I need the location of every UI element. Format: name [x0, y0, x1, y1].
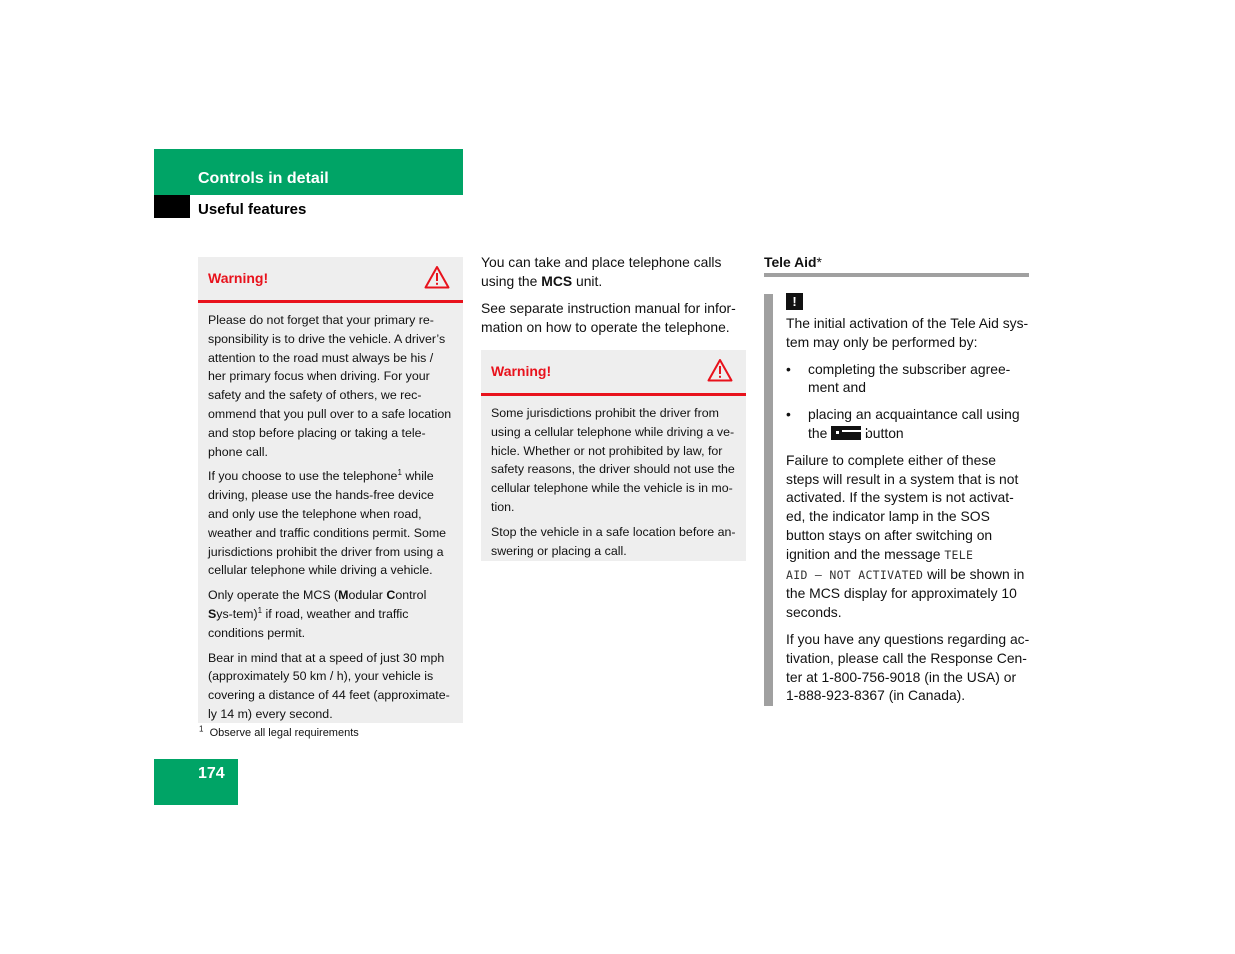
- note-paragraph: [786, 451, 1032, 622]
- warning-triangle-icon: [424, 265, 450, 289]
- tele-aid-heading: [764, 254, 1029, 270]
- text-run: ontrol: [395, 588, 427, 603]
- phone-button-icon: [831, 426, 861, 440]
- exclamation-icon: !: [786, 293, 803, 310]
- text-run: unit.: [572, 273, 603, 289]
- warning-paragraph: Stop the vehicle in a safe location before an-swering or placing a call.: [491, 524, 736, 558]
- page-number: 174: [198, 765, 225, 782]
- footnote-ref: 1: [397, 468, 402, 478]
- display-message: TELE: [944, 547, 974, 562]
- text-run: Only operate the MCS (: [208, 588, 339, 603]
- text-run: MCS: [541, 273, 573, 289]
- warning-triangle-icon: [707, 358, 733, 382]
- warning-body: [481, 396, 746, 568]
- footnote-text: Observe all legal requirements: [209, 727, 359, 739]
- note-paragraph: The initial activation of the Tele Aid sys-tem may only be performed by:: [786, 315, 1029, 350]
- warning-label: Warning!: [208, 270, 269, 286]
- warning-label: Warning!: [491, 363, 552, 379]
- heading-text: Tele Aid: [764, 254, 817, 270]
- footnote-number: 1: [199, 724, 204, 734]
- warning-paragraph: [208, 586, 453, 642]
- note-paragraph: If you have any questions regarding ac-tivation, please call the Response Cen-ter at 1-800-756-9018 (in the USA) or 1-888-923-8367 (in Canada).: [786, 630, 1030, 704]
- heading-star: *: [816, 254, 822, 270]
- list-item: [786, 360, 1032, 398]
- warning-paragraph: Some jurisdictions prohibit the driver from using a cellular telephone while driving a ve-hicle. Whether or not prohibited by law, for safety reasons, the driver should not use the cellular telephone while the vehicle is in mo-tion.: [491, 406, 735, 514]
- warning-paragraph: Bear in mind that at a speed of just 30 mph (approximately 50 km / h), your vehicle is covering a distance of 44 feet (approximate-ly 14 m) every second.: [208, 650, 450, 721]
- list-item-text: completing the subscriber agree-ment and: [808, 360, 1011, 396]
- body-paragraph: [481, 253, 746, 291]
- warning-box-driving: [198, 257, 463, 723]
- text-run: will be shown in the MCS display for approximately 10 seconds.: [786, 565, 1025, 621]
- text-run: If you choose to use the telephone: [208, 469, 398, 484]
- warning-paragraph: [208, 467, 453, 580]
- tele-aid-note: [786, 292, 1032, 713]
- list-item: [786, 405, 1032, 443]
- warning-box-jurisdictions: [481, 350, 746, 561]
- text-run: You can take and place telephone calls using the: [481, 254, 722, 289]
- text-run: ys-tem): [216, 606, 258, 621]
- text-run: M: [338, 588, 349, 603]
- list-item-text: placing an acquaintance call using the: [808, 406, 1020, 441]
- text-run: Failure to complete either of these steps will result in a system that is not activated. If the system is not activat-ed, the indicator lamp in the SOS button stays on after switching on ignition and the message: [786, 451, 1019, 562]
- note-side-bar: [764, 294, 773, 706]
- text-run: S: [208, 606, 217, 621]
- text-run: odular: [348, 588, 387, 603]
- text-run: while driving, please use the hands-free device and only use the telephone when road, weather and traffic conditions permit. Some jurisdictions prohibit the driver from using a cellular telephone while driving a vehicle.: [208, 469, 447, 578]
- display-message: AID – NOT ACTIVATED: [786, 567, 924, 582]
- text-run: C: [386, 588, 396, 603]
- warning-paragraph: Please do not forget that your primary re-sponsibility is to drive the vehicle. A driver’s attention to the road must always be his / her primary focus when driving. For your safety and the safety of others, we rec-ommend that you pull over to a safe location and stop before placing or taking a tele-phone call.: [208, 313, 452, 459]
- list-item-text: button: [861, 424, 904, 441]
- body-paragraph: See separate instruction manual for infor-mation on how to operate the telephone.: [481, 300, 736, 335]
- warning-body: [198, 303, 463, 732]
- page-number-box: [154, 759, 238, 805]
- section-tab-marker: [154, 195, 190, 218]
- bullet-icon: •: [786, 360, 791, 377]
- text-run: if road, weather and traffic conditions permit.: [208, 606, 409, 640]
- warning-header: [198, 257, 463, 303]
- footnote-ref: 1: [257, 605, 263, 615]
- warning-header: [481, 350, 746, 396]
- subsection-title: Useful features: [198, 201, 307, 218]
- middle-column: [481, 253, 746, 345]
- heading-rule: [764, 273, 1029, 277]
- footnote: [199, 724, 359, 739]
- bullet-icon: •: [786, 406, 791, 423]
- section-title: Controls in detail: [198, 170, 329, 187]
